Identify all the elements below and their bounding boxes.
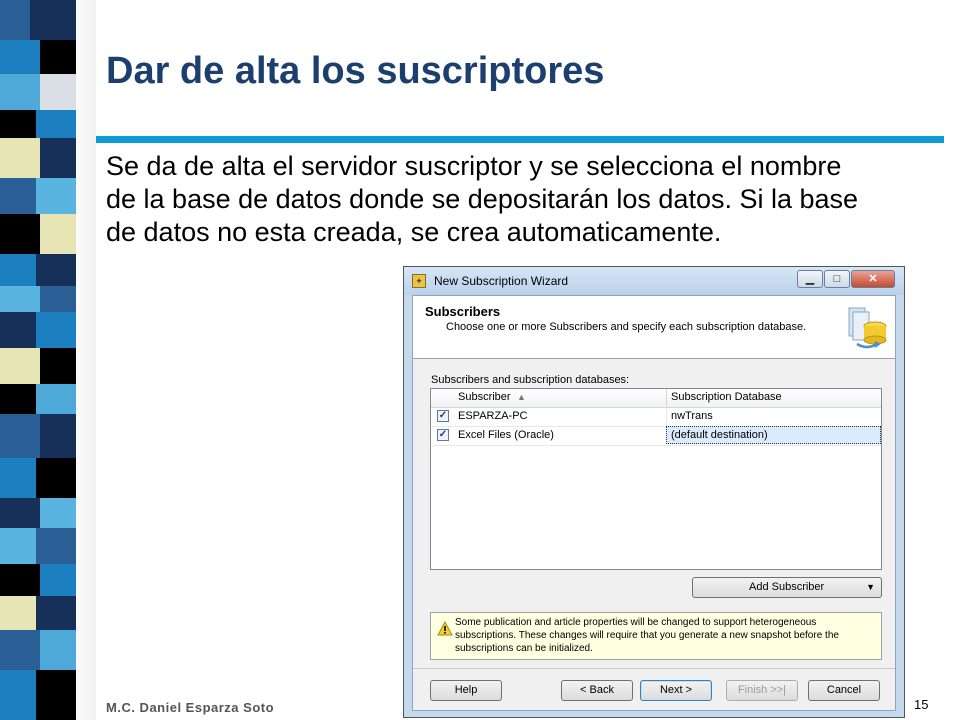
table-row[interactable] <box>431 426 881 446</box>
slide-title: Dar de alta los suscriptores <box>106 50 605 92</box>
subscription-wizard-window <box>403 266 905 718</box>
back-button[interactable]: < Back <box>561 680 633 701</box>
close-button[interactable]: ✕ <box>851 270 895 288</box>
next-button[interactable]: Next > <box>640 680 712 701</box>
slide-page-number: 15 <box>914 697 929 712</box>
slide-footer-author: M.C. Daniel Esparza Soto <box>106 700 275 715</box>
table-row[interactable] <box>431 407 881 427</box>
cancel-button[interactable]: Cancel <box>808 680 880 701</box>
minimize-button[interactable]: ▁ <box>797 270 823 288</box>
database-cell[interactable]: nwTrans <box>671 410 713 422</box>
wizard-app-icon: ✦ <box>412 274 426 288</box>
grid-label: Subscribers and subscription databases: <box>431 374 630 386</box>
database-server-icon <box>845 304 889 350</box>
warning-icon <box>437 621 453 637</box>
grid-header <box>431 389 881 408</box>
database-cell[interactable]: (default destination) <box>671 429 768 441</box>
title-underline-rule <box>96 136 944 143</box>
subscriber-checkbox[interactable]: ✓ <box>438 410 448 421</box>
subscribers-grid[interactable] <box>430 388 882 570</box>
wizard-header <box>413 296 895 359</box>
stripe-blocks <box>0 0 76 720</box>
add-subscriber-button[interactable] <box>692 577 882 598</box>
warning-message-box <box>430 612 882 660</box>
maximize-button[interactable]: □ <box>824 270 850 288</box>
add-subscriber-label: Add Subscriber <box>749 581 825 593</box>
subscriber-cell: Excel Files (Oracle) <box>458 429 554 441</box>
dropdown-arrow-icon: ▼ <box>866 582 875 592</box>
warning-text: Some publication and article properties will be changed to support heterogeneous subscriptions. These changes will require that you generate a new snapshot before the subscriptions can be initialized. <box>455 617 839 654</box>
finish-button[interactable]: Finish >>| <box>726 680 798 701</box>
help-button[interactable]: Help <box>430 680 502 701</box>
wizard-page-title: Subscribers <box>425 304 501 319</box>
column-header-subscription-database[interactable]: Subscription Database <box>671 391 782 403</box>
sort-ascending-icon: ▲ <box>517 392 526 402</box>
subscriber-checkbox[interactable]: ✓ <box>438 429 448 440</box>
wizard-body <box>412 295 896 711</box>
column-header-subscriber[interactable]: Subscriber <box>458 391 511 403</box>
left-decorative-stripe <box>0 0 96 720</box>
window-titlebar <box>404 267 904 295</box>
slide-body-text: Se da de alta el servidor suscriptor y se selecciona el nombre de la base de datos donde se depositarán los datos. Si la base de datos no esta creada, se crea automaticamente. <box>106 151 859 247</box>
subscriber-cell: ESPARZA-PC <box>458 410 528 422</box>
window-title: New Subscription Wizard <box>434 274 569 288</box>
button-separator <box>413 668 895 669</box>
wizard-page-subtitle: Choose one or more Subscribers and specify each subscription database. <box>446 321 807 333</box>
